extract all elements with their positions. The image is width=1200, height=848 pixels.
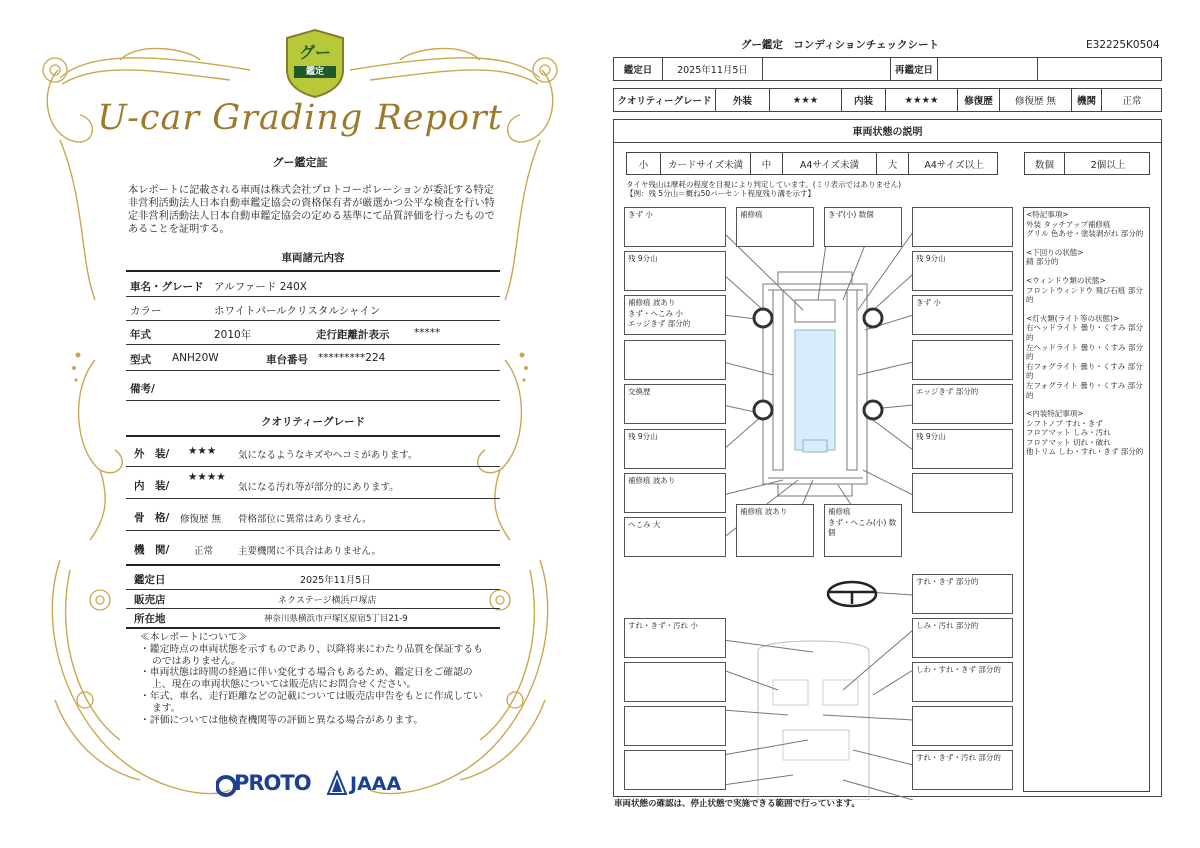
divider [126, 589, 500, 590]
exterior-label: 外 装/ [134, 448, 170, 460]
note-line: <内装特記事項> [1026, 409, 1084, 419]
note-line [1026, 305, 1150, 314]
damage-box: 残 9分山 [624, 251, 726, 291]
grade-section-title: クオリティーグレード [261, 416, 365, 428]
note-item: ・評価については他検査機関等の評価と異なる場合があります。 [140, 714, 424, 726]
cert-title: U-car Grading Report [97, 98, 503, 138]
year-label: 年式 [130, 329, 151, 341]
divider [126, 296, 500, 297]
divider [126, 466, 500, 467]
note-line: グリル 色あせ・塗装剥がれ 部分的 [1026, 229, 1144, 239]
ext-label: 外装 [716, 89, 770, 111]
interior-box [912, 706, 1013, 746]
size-value: カードサイズ未満 [661, 153, 751, 174]
name-value: アルファード 240X [214, 281, 307, 293]
damage-box: きず 小 [912, 295, 1013, 335]
divider [126, 564, 500, 566]
note-line: <特記事項> [1026, 210, 1069, 219]
count-label: 数個 [1025, 153, 1065, 174]
note-item: ・車両状態は時間の経過に伴い変化する場合もあるため、鑑定日をご確認の上、現在の車両状態については販売店にお問合せください。 [140, 667, 473, 691]
special-notes-list [1026, 210, 1150, 457]
remarks-label: 備考/ [130, 383, 155, 395]
date-label: 鑑定日 [134, 574, 166, 586]
size-value: A4サイズ以上 [924, 159, 984, 171]
note-line: <灯火類(ライト等の状態)> [1026, 313, 1120, 323]
int-stars: ★★★★ [886, 89, 958, 111]
damage-box [912, 473, 1013, 513]
dealer-value: ネクステージ横浜戸塚店 [278, 596, 377, 606]
mileage-label: 走行距離計表示 [316, 329, 390, 341]
size-legend [626, 152, 998, 175]
notes-title: ≪本レポートについて≫ [140, 632, 248, 643]
sheet-footer: 車両状態の確認は、停止状態で実施できる範囲で行っています。 [614, 799, 860, 809]
color-label: カラー [130, 305, 162, 317]
note-line: <下回りの状態> [1026, 247, 1084, 257]
engine-label: 機 関/ [134, 544, 170, 556]
count-value: 2個以上 [1090, 159, 1126, 171]
color-value: ホワイトパールクリスタルシャイン [214, 305, 381, 317]
name-label: 車名・グレード [130, 281, 204, 293]
engine-text: 主要機関に不具合はありません。 [238, 546, 382, 557]
repair-value: 修復歴 無 [1000, 89, 1072, 111]
damage-box: 交換歴 [624, 384, 726, 424]
engine-label: 機関 [1072, 89, 1102, 111]
ext-stars: ★★★ [770, 89, 842, 111]
damage-box: 補修痕 [736, 207, 814, 247]
frame-text: 骨格部位に異常はありません。 [238, 514, 372, 525]
quality-grade-row [613, 88, 1162, 112]
divider [126, 320, 500, 321]
engine-value: 正常 [1122, 96, 1142, 107]
divider [126, 370, 500, 371]
jaaa-logo-text: JAAA [350, 773, 402, 795]
address-value: 神奈川県横浜市戸塚区原宿5丁目21-9 [264, 614, 408, 624]
chassis-label: 車台番号 [266, 354, 308, 366]
note-line: 錆 部分的 [1026, 257, 1059, 267]
section-title: 車両状態の説明 [613, 119, 1162, 143]
damage-box: 残 9分山 [912, 429, 1013, 469]
int-label: 内装 [842, 89, 886, 111]
note-line: 左ヘッドライト 曇り・くすみ 部分的 [1026, 342, 1144, 362]
divider [126, 400, 500, 401]
note-line [1026, 267, 1150, 276]
divider [126, 270, 500, 272]
interior-box: すれ・きず・汚れ 部分的 [912, 750, 1013, 790]
frame-label: 骨 格/ [134, 512, 170, 524]
damage-box: きず(小) 数個 [824, 207, 902, 247]
damage-box: 補修痕 波あり [736, 504, 814, 557]
steering-wheel-icon [828, 582, 876, 606]
tire-example: 【例：残 5分山＝概ね50パーセント程度残り溝を示す】 [626, 189, 816, 198]
exterior-stars: ★★★ [188, 445, 217, 457]
damage-box [912, 207, 1013, 247]
empty-cell [1038, 58, 1162, 80]
note-line [1026, 239, 1150, 248]
divider [126, 627, 500, 629]
interior-box: すれ・きず 部分的 [912, 574, 1013, 614]
model-label: 型式 [130, 354, 151, 366]
engine-value: 正常 [194, 546, 214, 557]
note-line: 右ヘッドライト 曇り・くすみ 部分的 [1026, 323, 1144, 342]
note-line: 外装 タッチアップ補修痕 [1026, 219, 1111, 229]
date-value: 2025年11月5日 [663, 58, 763, 80]
date-row [613, 57, 1162, 81]
size-key: 小 [627, 153, 661, 174]
size-key: 大 [877, 153, 909, 174]
count-legend [1024, 152, 1150, 175]
proto-logo-text: PROTO [234, 771, 311, 795]
badge-bottom-text: 鑑定 [305, 67, 324, 77]
size-key: 中 [751, 153, 783, 174]
repair-label: 修復歴 [958, 89, 1000, 111]
damage-box: 補修痕 きず・へこみ(小) 数個 [824, 504, 902, 557]
note-line: 右フォグライト 曇り・くすみ 部分的 [1026, 361, 1143, 381]
sheet-title: グー鑑定 コンディションチェックシート [740, 39, 940, 51]
divider [126, 608, 500, 609]
model-value: ANH20W [172, 352, 219, 364]
dealer-label: 販売店 [134, 594, 166, 606]
spec-section-title: 車両諸元内容 [281, 252, 345, 264]
date-label: 鑑定日 [614, 58, 663, 80]
date-value: 2025年11月5日 [300, 575, 371, 586]
mileage-value: ***** [414, 327, 441, 339]
divider [126, 498, 500, 499]
redate-label: 再鑑定日 [891, 58, 938, 80]
note-line: 左フォグライト 曇り・くすみ 部分的 [1026, 380, 1143, 400]
damage-box: へこみ 大 [624, 517, 726, 557]
damage-box [912, 340, 1013, 380]
interior-box [624, 750, 726, 790]
qg-label: クオリティーグレード [614, 89, 716, 111]
tire-note: タイヤ残山は摩耗の程度を目視により判定しています。(ミリ表示ではありません) [626, 180, 902, 189]
note-line: 他トリム しわ・すれ・きず 部分的 [1026, 447, 1144, 457]
damage-box: 補修痕 波あり [624, 473, 726, 513]
damage-box: エッジきず 部分的 [912, 384, 1013, 424]
note-line [1026, 400, 1150, 409]
interior-box [624, 706, 726, 746]
cert-subtitle: グー鑑定証 [272, 156, 328, 169]
interior-box: すれ・きず・汚れ 小 [624, 618, 726, 658]
note-line: フロントウィンドウ 飛び石痕 部分的 [1026, 285, 1143, 305]
note-item: ・年式、車名、走行距離などの記載については販売店申告をもとに作成しています。 [140, 690, 483, 714]
divider [126, 435, 500, 437]
cert-intro-text: 本レポートに記載される車両は株式会社プロトコーポレーションが委託する特定非営利活動法人日本自動車鑑定協会の資格保有者が厳選かつ公平な検査を行い特定非営利活動法人日本自動車鑑定協会の定める基準にて品質評価を行ったものであることを証明する。 [128, 185, 495, 235]
note-line: <ウィンドウ類の状態> [1026, 275, 1106, 285]
exterior-text: 気になるようなキズやヘコミがあります。 [238, 450, 418, 461]
frame-value: 修復歴 無 [180, 514, 222, 525]
damage-box: 補修痕 波あり きず・へこみ 小 エッジきず 部分的 [624, 295, 726, 335]
address-label: 所在地 [134, 613, 166, 625]
redate-value [938, 58, 1038, 80]
jaaa-logo-icon [326, 770, 348, 798]
damage-box [624, 340, 726, 380]
divider [126, 530, 500, 531]
interior-label: 内 装/ [134, 480, 170, 492]
note-item: ・鑑定時点の車両状態を示すものであり、以降将来にわたり品質を保証するものではありません。 [140, 643, 483, 667]
interior-box: しみ・汚れ 部分的 [912, 618, 1013, 658]
damage-box: 残 9分山 [624, 429, 726, 469]
interior-box [624, 662, 726, 702]
note-line: フロアマット しみ・汚れ [1026, 428, 1111, 438]
divider [126, 344, 500, 345]
interior-stars: ★★★★ [188, 471, 226, 483]
badge-top-text: グー [298, 43, 331, 62]
report-notes [140, 632, 490, 726]
chassis-value: *********224 [318, 352, 386, 364]
interior-text: 気になる汚れ等が部分的にあります。 [238, 482, 399, 493]
damage-box: きず 小 [624, 207, 726, 247]
interior-box: しわ・すれ・きず 部分的 [912, 662, 1013, 702]
size-value: A4サイズ未満 [783, 153, 877, 174]
note-line: シフトノブ すれ・きず [1026, 418, 1103, 428]
sheet-code: E32225K0504 [1086, 39, 1160, 51]
note-line: フロアマット 切れ・破れ [1026, 437, 1111, 447]
empty-cell [763, 58, 891, 80]
damage-box: 残 9分山 [912, 251, 1013, 291]
year-value: 2010年 [214, 329, 252, 341]
